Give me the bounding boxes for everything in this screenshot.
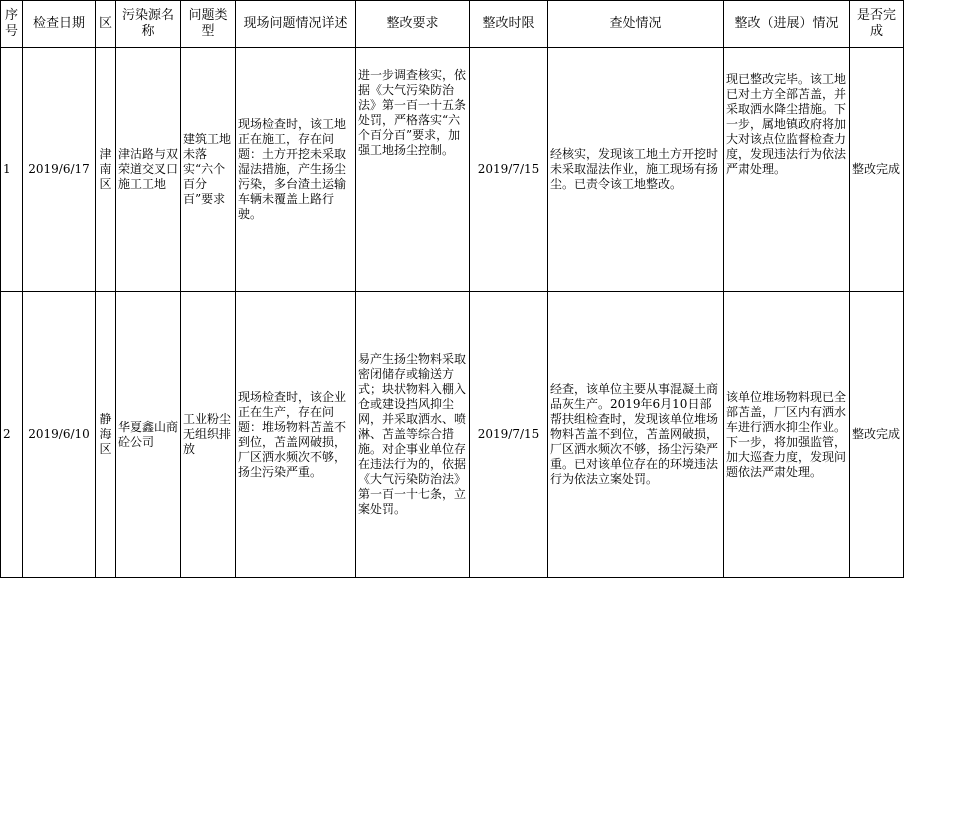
header-date: 检查日期 — [23, 1, 96, 48]
cell-requirement: 易产生扬尘物料采取密闭储存或输送方式；块状物料入棚入仓或建设挡风抑尘网，并采取洒水、喷淋、苫盖等综合措施。对企事业单位存在违法行为的，依据《大气污染防治法》第一百一十七条，立案处罚。 — [356, 292, 470, 578]
cell-done: 整改完成 — [850, 292, 904, 578]
cell-done: 整改完成 — [850, 48, 904, 292]
header-district: 区 — [96, 1, 116, 48]
header-detail: 现场问题情况详述 — [236, 1, 356, 48]
cell-handling: 经核实，发现该工地土方开挖时未采取湿法作业，施工现场有扬尘。已责令该工地整改。 — [548, 48, 724, 292]
cell-date: 2019/6/10 — [23, 292, 96, 578]
cell-deadline: 2019/7/15 — [470, 48, 548, 292]
cell-progress: 现已整改完毕。该工地已对土方全部苫盖，并采取洒水降尘措施。下一步，属地镇政府将加大对该点位监督检查力度，发现违法行为依法严肃处理。 — [724, 48, 850, 292]
table-row — [1, 292, 904, 578]
cell-date: 2019/6/17 — [23, 48, 96, 292]
cell-source: 华夏鑫山商砼公司 — [116, 292, 181, 578]
header-seq: 序号 — [1, 1, 23, 48]
header-source: 污染源名称 — [116, 1, 181, 48]
cell-district: 津南区 — [96, 48, 116, 292]
cell-type: 建筑工地未落实“六个百分百”要求 — [181, 48, 236, 292]
cell-detail: 现场检查时，该工地正在施工，存在问题：土方开挖未采取湿法措施，产生扬尘污染，多台渣土运输车辆未覆盖上路行驶。 — [236, 48, 356, 292]
header-handling: 查处情况 — [548, 1, 724, 48]
cell-district: 静海区 — [96, 292, 116, 578]
header-type: 问题类型 — [181, 1, 236, 48]
cell-seq: 2 — [1, 292, 23, 578]
table-row — [1, 48, 904, 292]
header-requirement: 整改要求 — [356, 1, 470, 48]
cell-requirement: 进一步调查核实，依据《大气污染防治法》第一百一十五条处罚，严格落实“六个百分百”要求，加强工地扬尘控制。 — [356, 48, 470, 292]
cell-type: 工业粉尘无组织排放 — [181, 292, 236, 578]
cell-source: 津沽路与双荣道交叉口施工工地 — [116, 48, 181, 292]
cell-detail: 现场检查时，该企业正在生产，存在问题：堆场物料苫盖不到位，苫盖网破损，厂区洒水频次不够，扬尘污染严重。 — [236, 292, 356, 578]
header-row — [1, 1, 904, 48]
header-progress: 整改（进展）情况 — [724, 1, 850, 48]
header-done: 是否完成 — [850, 1, 904, 48]
cell-seq: 1 — [1, 48, 23, 292]
header-deadline: 整改时限 — [470, 1, 548, 48]
cell-handling: 经查，该单位主要从事混凝土商品灰生产。2019年6月10日部帮扶组检查时，发现该单位堆场物料苫盖不到位，苫盖网破损，厂区洒水频次不够，扬尘污染严重。已对该单位存在的环境违法行为依法立案处罚。 — [548, 292, 724, 578]
cell-progress: 该单位堆场物料现已全部苫盖，厂区内有洒水车进行洒水抑尘作业。下一步，将加强监管，加大巡查力度，发现问题依法严肃处理。 — [724, 292, 850, 578]
cell-deadline: 2019/7/15 — [470, 292, 548, 578]
